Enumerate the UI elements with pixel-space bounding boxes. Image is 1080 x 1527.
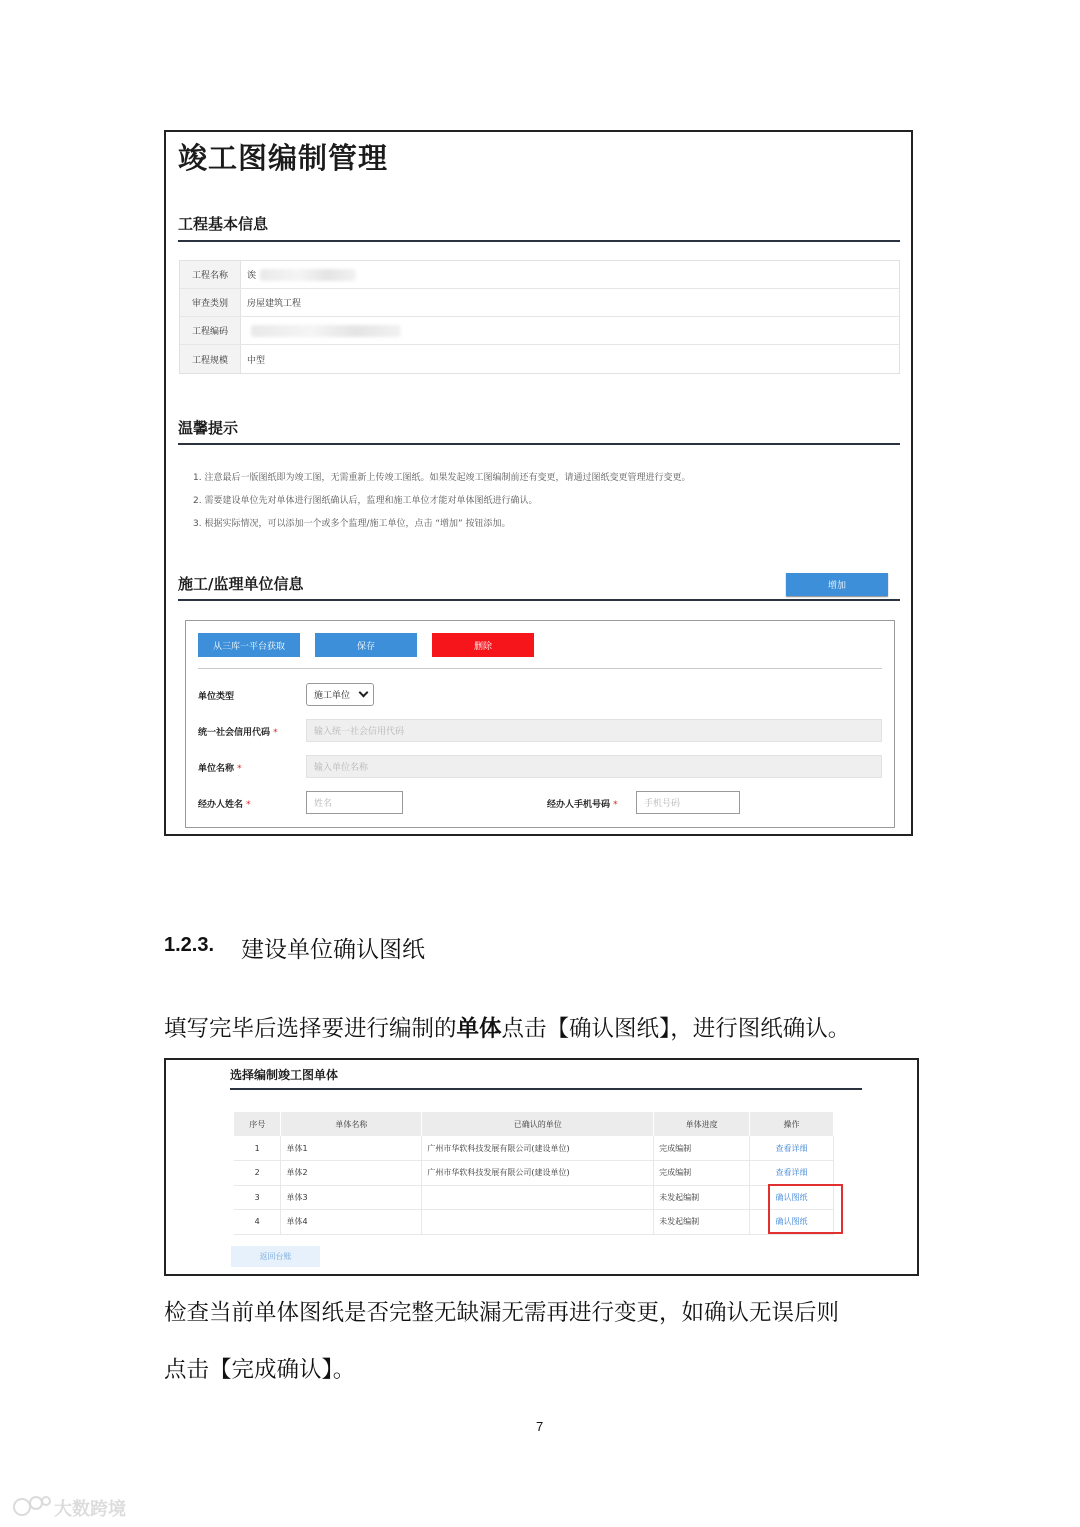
section-divider	[230, 1088, 862, 1090]
unit-progress: 未发起编制	[654, 1210, 750, 1235]
highlight-box	[768, 1184, 843, 1234]
info-key: 工程编码	[180, 317, 241, 344]
table-row	[234, 1185, 834, 1210]
unit-type-select[interactable]	[306, 683, 374, 706]
confirm-drawing-link[interactable]: 确认图纸	[775, 1217, 808, 1227]
panel-divider	[198, 668, 882, 669]
row-number: 2	[234, 1161, 281, 1186]
table-row	[234, 1210, 834, 1235]
row-number: 3	[234, 1185, 281, 1210]
column-header: 单体名称	[281, 1112, 422, 1136]
unit-type-label: 单位类型	[198, 692, 235, 702]
credit-code-input[interactable]: 输入统一社会信用代码	[306, 719, 882, 742]
row-number: 1	[234, 1136, 281, 1161]
action-cell	[750, 1161, 834, 1186]
section-divider	[178, 599, 900, 601]
row-number: 4	[234, 1210, 281, 1235]
info-value	[241, 261, 899, 288]
table-row	[234, 1161, 834, 1186]
instruction-paragraph-1	[164, 1011, 850, 1043]
instruction-paragraph-2-line-1: 检查当前单体图纸是否完整无缺漏无需再进行变更，如确认无误后则	[164, 1300, 840, 1326]
view-details-link[interactable]: 查看详细	[775, 1168, 808, 1178]
column-header: 单体进度	[654, 1112, 750, 1136]
confirm-drawing-link[interactable]: 确认图纸	[775, 1192, 808, 1202]
basic-info-table	[179, 260, 900, 374]
unit-type-value: 施工单位	[314, 691, 351, 701]
para1-bold: 单体	[456, 1016, 502, 1042]
section-number: 1.2.3.	[164, 934, 215, 956]
redacted-blur	[260, 269, 356, 281]
section-divider	[178, 240, 900, 242]
info-row-project-name	[180, 261, 899, 289]
handler-phone-input[interactable]: 手机号码	[636, 791, 740, 814]
info-key: 工程规模	[180, 345, 241, 373]
column-header: 序号	[234, 1112, 281, 1136]
required-mark: *	[613, 800, 618, 810]
action-cell	[750, 1136, 834, 1161]
required-mark: *	[273, 728, 278, 738]
para1-pre: 填写完毕后选择要进行编制的	[164, 1016, 457, 1042]
confirmed-unit: 广州市华软科技发展有限公司(建设单位)	[422, 1136, 654, 1161]
column-header: 操作	[750, 1112, 834, 1136]
confirmed-unit	[422, 1210, 654, 1235]
chevron-down-icon	[359, 688, 369, 698]
svg-text:大数跨境: 大数跨境	[54, 1499, 126, 1520]
delete-button[interactable]: 删除	[432, 633, 534, 657]
handler-phone-label-text: 经办人手机号码	[547, 800, 611, 810]
save-button[interactable]: 保存	[315, 633, 417, 657]
unit-name-input[interactable]: 输入单位名称	[306, 755, 882, 778]
confirmed-unit	[422, 1185, 654, 1210]
info-row-project-code	[180, 317, 899, 345]
info-row-project-scale	[180, 345, 899, 373]
tips-list	[193, 467, 690, 536]
back-to-ledger-button[interactable]: 返回台账	[231, 1246, 320, 1267]
confirmed-unit: 广州市华软科技发展有限公司(建设单位)	[422, 1161, 654, 1186]
add-button[interactable]: 增加	[786, 573, 888, 596]
tip-item: 2. 需要建设单位先对单体进行图纸确认后，监理和施工单位才能对单体图纸进行确认。	[193, 496, 538, 506]
unit-name: 单体2	[281, 1161, 422, 1186]
unit-name: 单体3	[281, 1185, 422, 1210]
required-mark: *	[237, 764, 242, 774]
credit-code-label-text: 统一社会信用代码	[198, 728, 271, 738]
info-value	[241, 317, 899, 344]
tips-heading: 温馨提示	[178, 419, 239, 437]
info-value: 中型	[247, 355, 266, 366]
info-row-review-category	[180, 289, 899, 317]
credit-code-label	[198, 725, 278, 738]
tip-item: 1. 注意最后一版图纸即为竣工图，无需重新上传竣工图纸。如果发起竣工图编制前还有变更，请通过图纸变更管理进行变更。	[193, 473, 691, 483]
handler-name-input[interactable]: 姓名	[306, 791, 403, 814]
page-number: 7	[536, 1419, 544, 1434]
handler-name-label	[198, 797, 251, 810]
unit-progress: 未发起编制	[654, 1185, 750, 1210]
select-unit-screenshot	[164, 1058, 919, 1276]
unit-name-label	[198, 761, 242, 774]
section-title: 建设单位确认图纸	[241, 937, 425, 963]
view-details-link[interactable]: 查看详细	[775, 1143, 808, 1153]
table-row	[234, 1136, 834, 1161]
unit-table-title: 选择编制竣工图单体	[230, 1068, 339, 1082]
handler-name-label-text: 经办人姓名	[198, 800, 244, 810]
redacted-blur	[251, 325, 401, 337]
unit-info-heading: 施工/监理单位信息	[178, 575, 304, 593]
instruction-paragraph-2-line-2: 点击【完成确认】。	[164, 1357, 356, 1383]
unit-name-label-text: 单位名称	[198, 764, 235, 774]
watermark-logo	[10, 1491, 150, 1523]
unit-form-panel	[185, 620, 895, 828]
section-divider	[178, 443, 900, 445]
unit-progress: 完成编制	[654, 1136, 750, 1161]
tip-item: 3. 根据实际情况，可以添加一个或多个监理/施工单位，点击 “增加” 按钮添加。	[193, 519, 511, 529]
project-management-screenshot	[164, 130, 913, 836]
basic-info-heading: 工程基本信息	[178, 215, 269, 233]
page-title: 竣工图编制管理	[178, 141, 389, 175]
unit-name: 单体4	[281, 1210, 422, 1235]
unit-progress: 完成编制	[654, 1161, 750, 1186]
unit-name: 单体1	[281, 1136, 422, 1161]
table-header-row	[234, 1112, 834, 1136]
info-value: 房屋建筑工程	[247, 299, 302, 309]
unit-table	[234, 1112, 834, 1235]
para1-post: 点击【确认图纸】，进行图纸确认。	[501, 1016, 851, 1042]
required-mark: *	[246, 800, 251, 810]
info-key: 审查类别	[180, 289, 241, 316]
project-name-value: 诶	[247, 271, 257, 281]
fetch-from-platform-button[interactable]: 从三库一平台获取	[198, 633, 300, 657]
column-header: 已确认的单位	[422, 1112, 654, 1136]
handler-phone-label	[547, 797, 618, 810]
info-key: 工程名称	[180, 261, 241, 288]
